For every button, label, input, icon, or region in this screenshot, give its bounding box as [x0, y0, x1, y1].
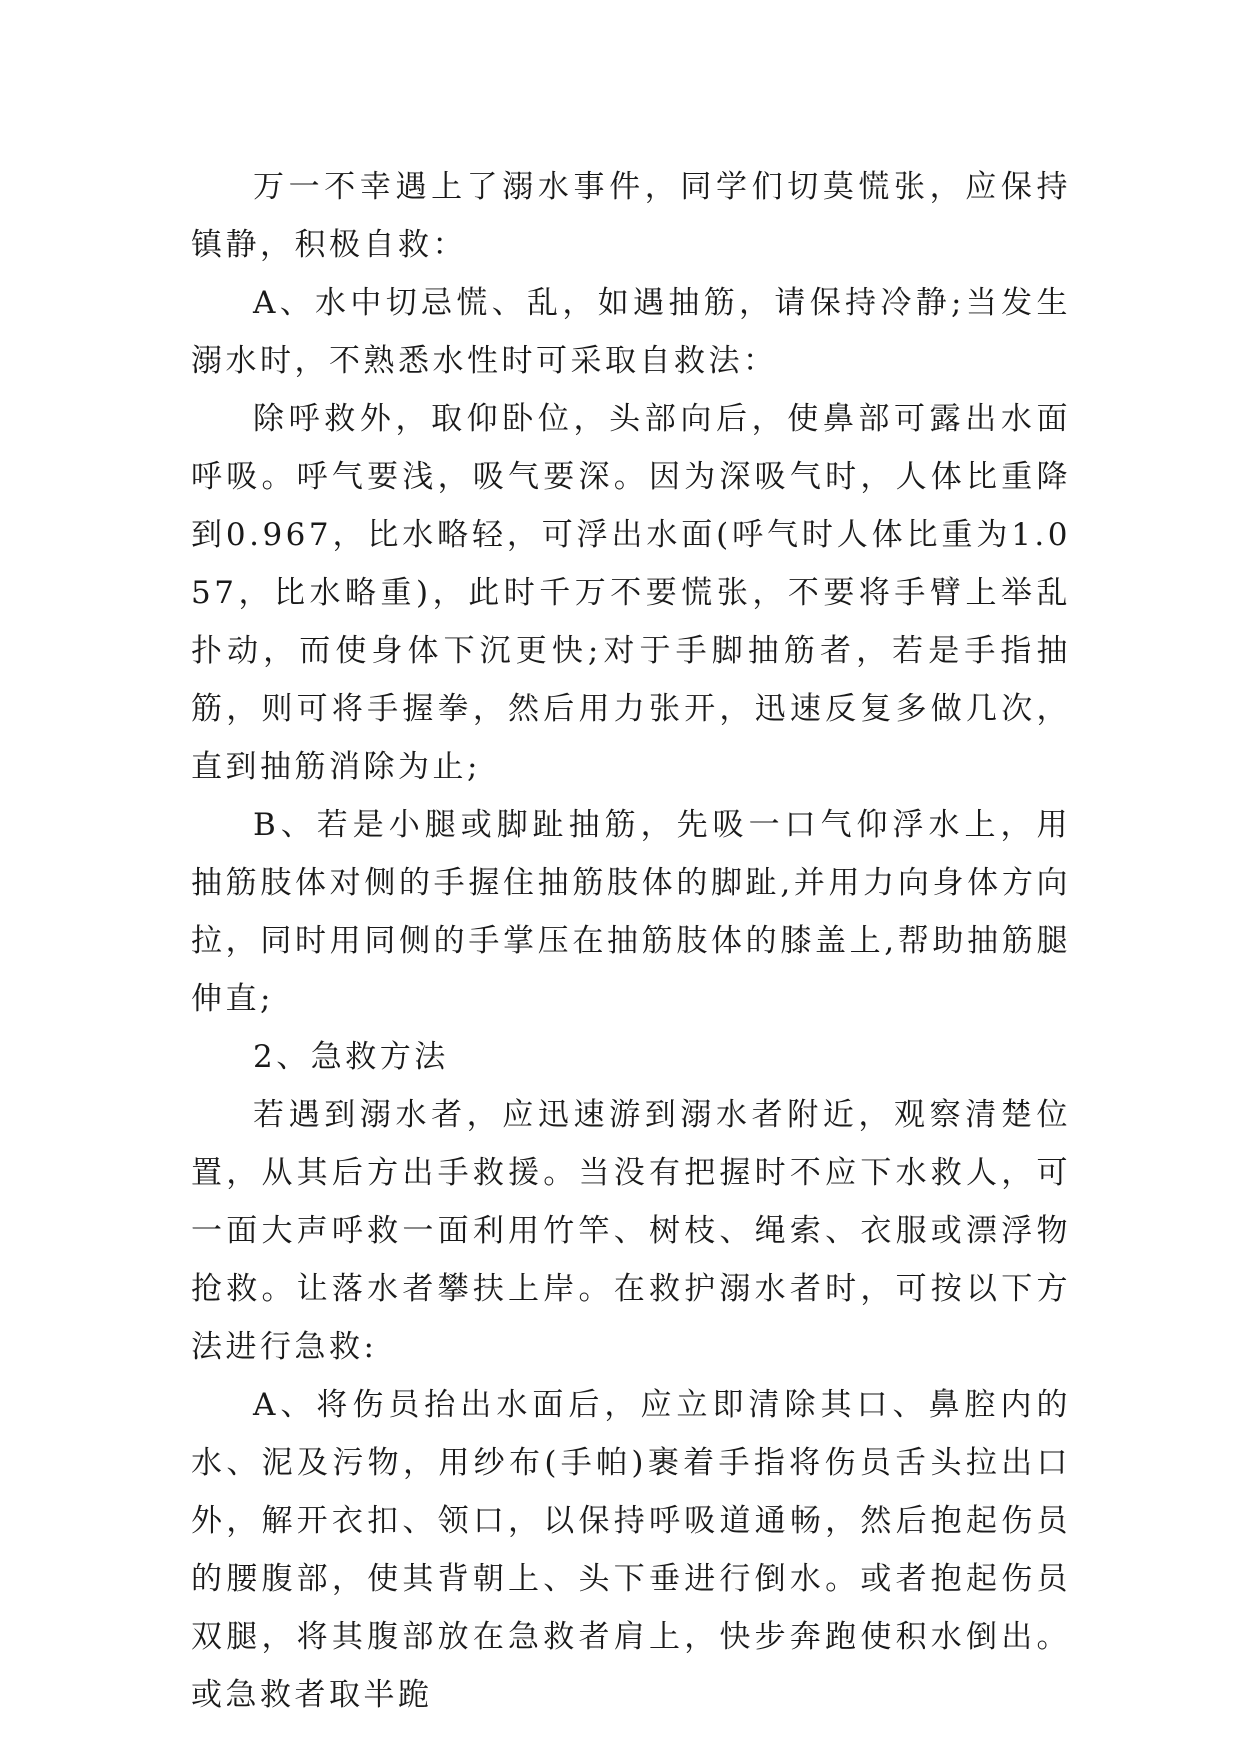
paragraph-rescue-approach: 若遇到溺水者，应迅速游到溺水者附近，观察清楚位置，从其后方出手救援。当没有把握时不应下水救人，可一面大声呼救一面利用竹竿、树枝、绳索、衣服或漂浮物抢救。让落水者攀扶上岸。在救护溺水者时，可按以下方法进行急救:	[191, 1097, 1071, 1365]
document-body	[191, 158, 1071, 1724]
paragraph-self-rescue-b: B、若是小腿或脚趾抽筋，先吸一口气仰浮水上，用抽筋肢体对侧的手握住抽筋肢体的脚趾,并用力向身体方向拉，同时用同侧的手掌压在抽筋肢体的膝盖上,帮助抽筋腿伸直;	[191, 807, 1071, 1017]
section-heading-first-aid: 2、急救方法	[253, 1039, 449, 1075]
paragraph-self-rescue-a: A、水中切忌慌、乱，如遇抽筋，请保持冷静;当发生溺水时，不熟悉水性时可采取自救法：	[191, 285, 1071, 379]
paragraph-floating-method: 除呼救外，取仰卧位，头部向后，使鼻部可露出水面呼吸。呼气要浅，吸气要深。因为深吸气时，人体比重降到0.967，比水略轻，可浮出水面(呼气时人体比重为1.057，比水略重)，此时千万不要慌张，不要将手臂上举乱扑动，而使身体下沉更快;对于手脚抽筋者，若是手指抽筋，则可将手握拳，然后用力张开，迅速反复多做几次，直到抽筋消除为止;	[191, 401, 1071, 785]
paragraph-self-rescue-intro: 万一不幸遇上了溺水事件，同学们切莫慌张，应保持镇静，积极自救：	[191, 169, 1071, 263]
paragraph-first-aid-a: A、将伤员抬出水面后，应立即清除其口、鼻腔内的水、泥及污物，用纱布(手帕)裹着手指将伤员舌头拉出口外，解开衣扣、领口，以保持呼吸道通畅，然后抱起伤员的腰腹部，使其背朝上、头下垂进行倒水。或者抱起伤员双腿，将其腹部放在急救者肩上，快步奔跑使积水倒出。或急救者取半跪	[191, 1387, 1071, 1713]
